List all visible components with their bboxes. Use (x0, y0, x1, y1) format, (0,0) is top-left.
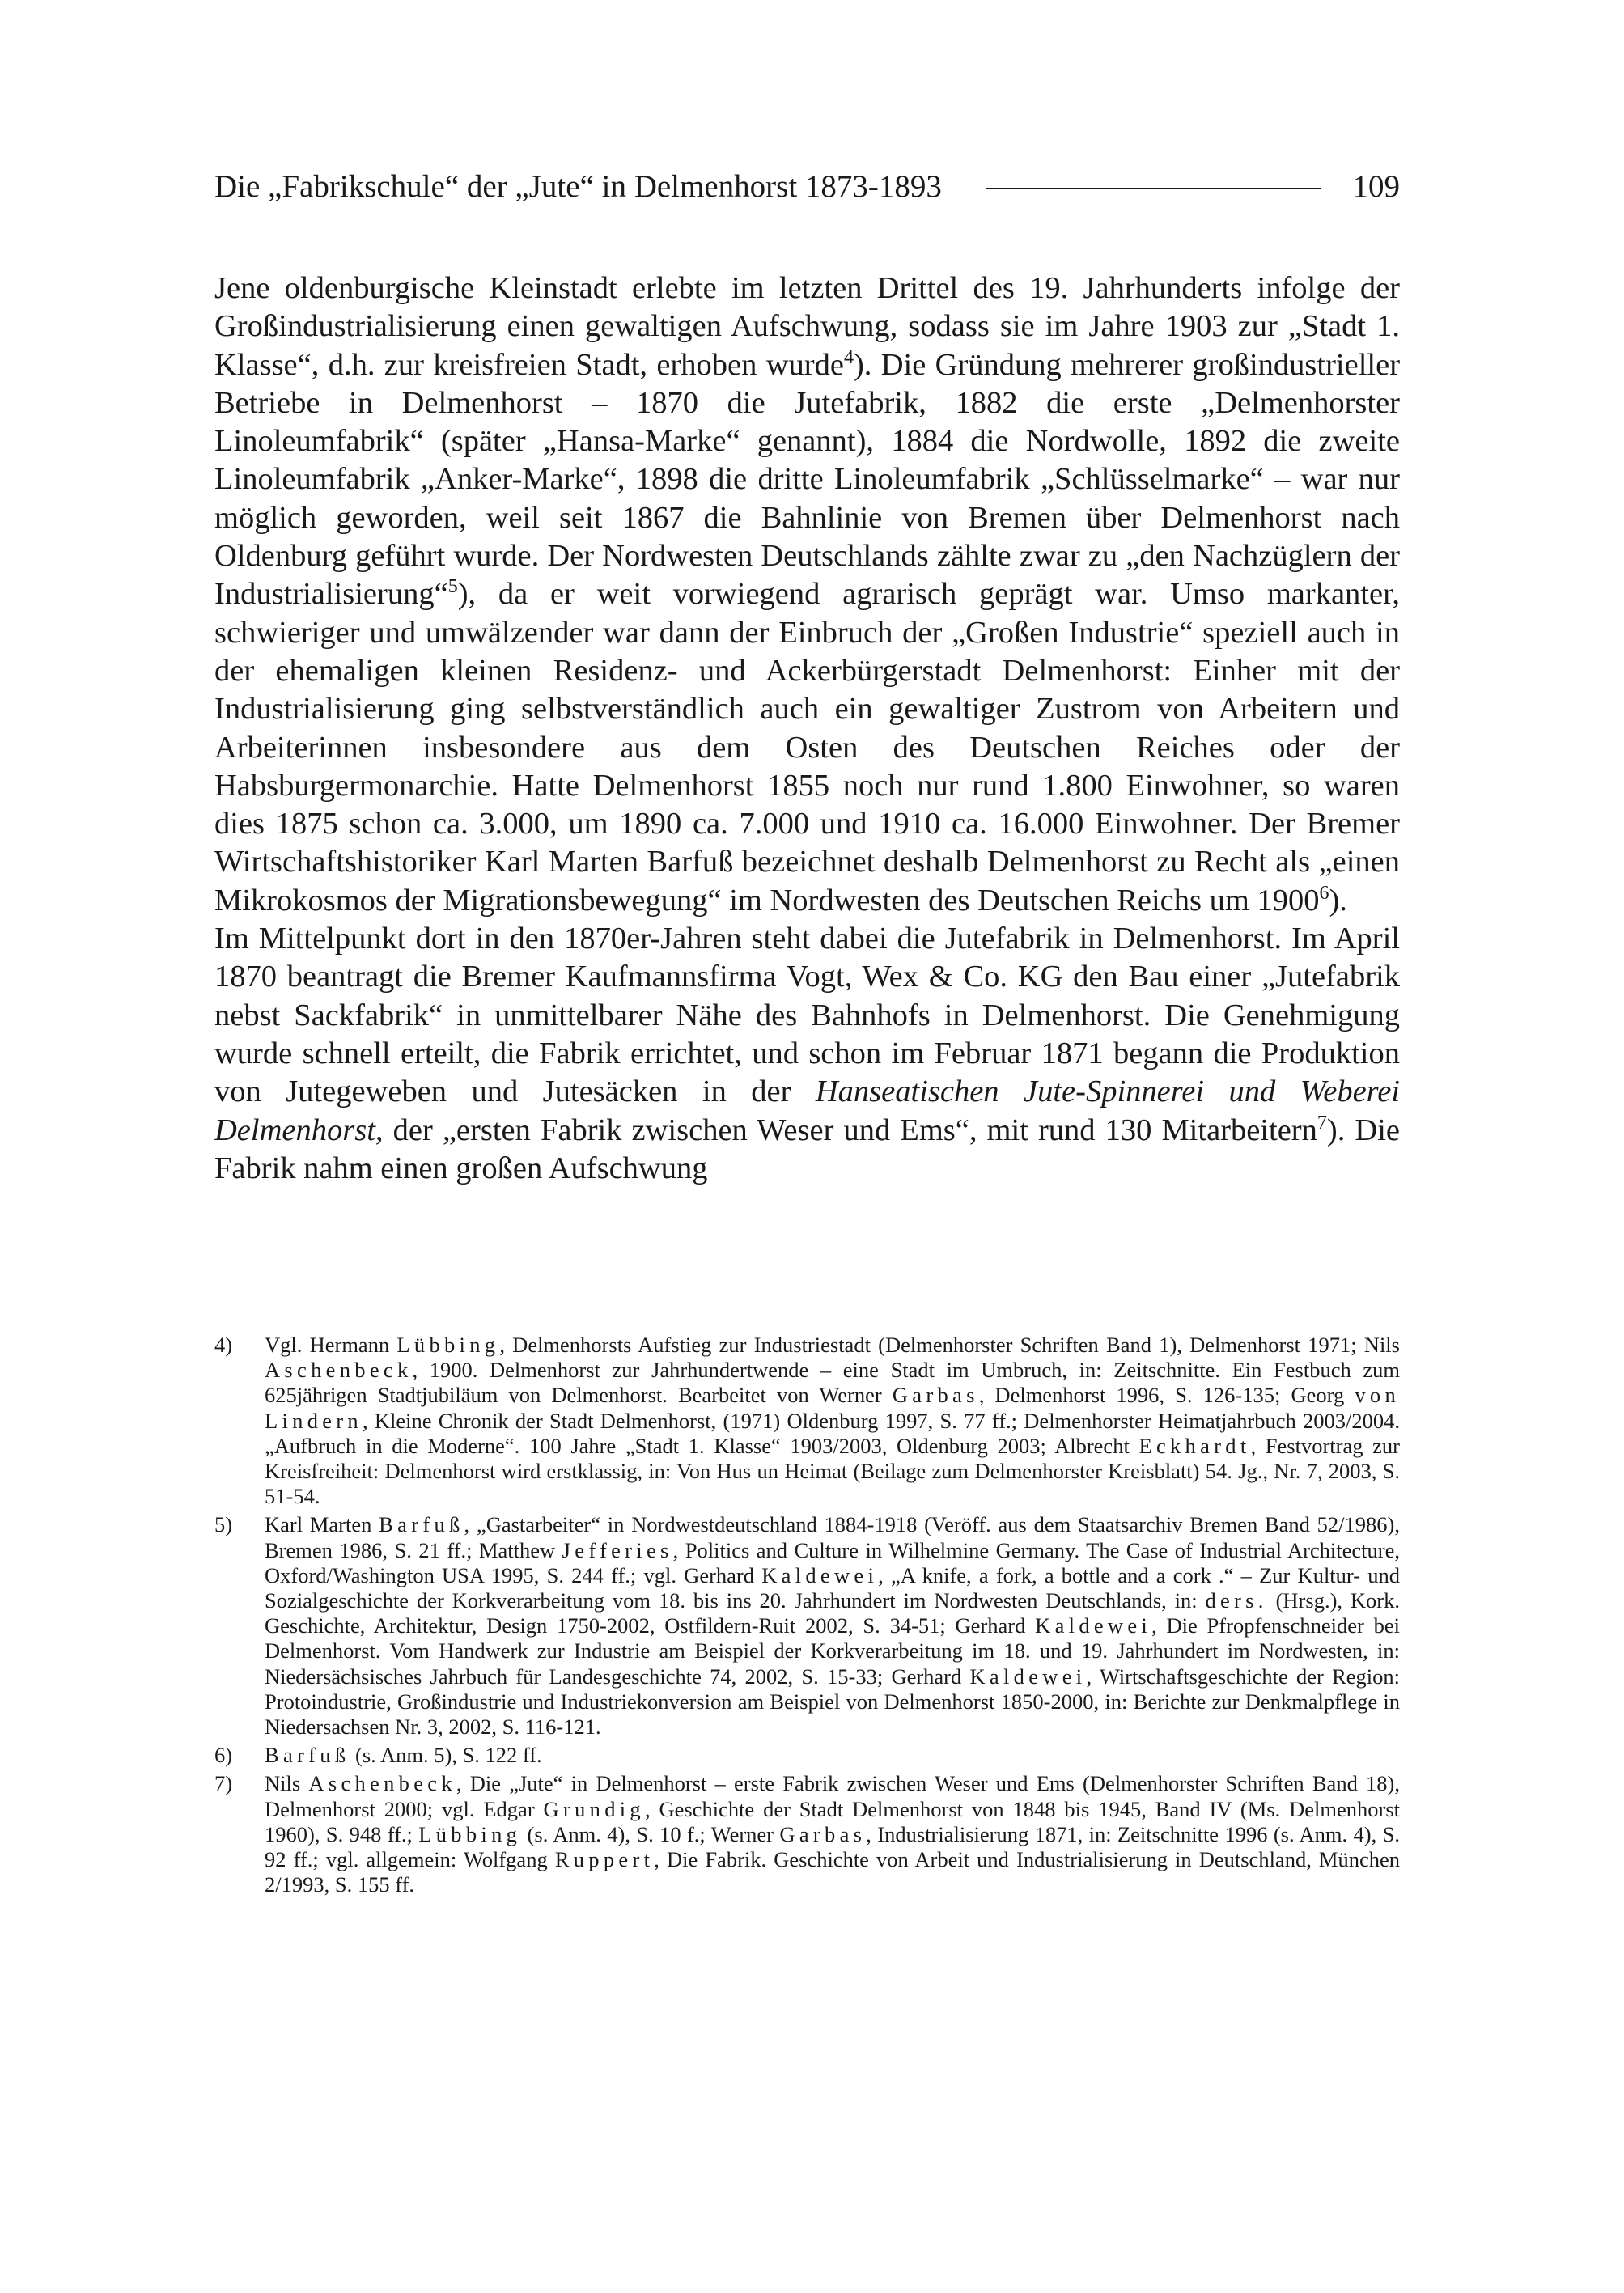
footnote-number: 6) (214, 1743, 233, 1768)
footnote-number: 4) (214, 1333, 233, 1357)
footnote-text (265, 1333, 1400, 1509)
author-name: Garbas (892, 1383, 979, 1408)
author-name: Grundig (543, 1796, 645, 1821)
fn-text-run: , Die Pfropfenschneider bei Delmenhorst. Vom Handwerk zur Industrie am Beispiel der Korkverarbeitung im 18. und 19. Jahrhundert im Nordwesten, in: Niedersächsisches Jahrbuch für Landesgeschichte 74, 2002, S. 15-33; Gerhard (265, 1613, 1400, 1689)
author-name: von Lindern (265, 1383, 1400, 1433)
footnote-text (265, 1771, 1400, 1897)
author-name: Aschenbeck (308, 1771, 456, 1796)
fn-text-run: , Politics and Culture in Wilhelmine Germany. The Case of Industrial Architecture, Oxford/Washington USA 1995, S. 244 ff.; vgl. Gerhard (265, 1537, 1401, 1587)
paragraph-1 (214, 269, 1400, 920)
footnote-4 (214, 1333, 1400, 1509)
fn-text-run: Vgl. Hermann (265, 1333, 397, 1357)
fn-text-run: (s. Anm. 4), S. 10 f.; Werner (521, 1821, 780, 1846)
fn-text-run: , Industrialisierung 1871, in: Zeitschnitte 1996 (s. Anm. 4), S. 92 ff.; vgl. allgemein: Wolfgang (265, 1821, 1400, 1872)
fn-text-run: , Die „Jute“ in Delmenhorst – erste Fabrik zwischen Weser und Ems (Delmenhorster Schriften Band 18), Delmenhorst 2000; vgl. Edgar (265, 1771, 1400, 1821)
fn-text-run: , „A knife, a fork, a bottle and a cork .“ – Zur Kultur- und Sozialgeschichte der Korkverarbeitung vom 18. bis ins 20. Jahrhundert im Nordwesten Deutschlands, in: (265, 1562, 1400, 1613)
fn-text-run: Karl Marten (265, 1512, 379, 1537)
paragraph-text: Im Mittelpunkt dort in den 1870er-Jahren steht dabei die Jutefabrik in Delmenhorst. Im April 1870 beantragt die Bremer Kaufmannsfirma Vogt, Wex & Co. KG den Bau einer „Jutefabrik nebst Sackfabrik“ in unmittelbarer Nähe des Bahnhofs in Delmenhorst. Die Genehmigung wurde schnell erteilt, die Fabrik errichtet, und schon im Februar 1871 begann die Produktion von Jutegeweben und Jutesäcken in der (214, 922, 1400, 1109)
author-name: Garbas (779, 1821, 867, 1846)
running-title: Die „Fabrikschule“ der „Jute“ in Delmenhorst 1873-1893 (214, 169, 942, 204)
footnote-ref-4: 4 (843, 346, 854, 368)
author-name: Barfuß (379, 1512, 464, 1537)
fn-text-run: , Delmenhorst 1996, S. 126-135; Georg (978, 1383, 1355, 1408)
author-name: ders. (1205, 1588, 1268, 1613)
footnotes (214, 1333, 1400, 1901)
footnote-number: 7) (214, 1771, 233, 1796)
page (214, 166, 1400, 1188)
author-name: Lübbing (418, 1821, 522, 1846)
fn-text-run: (s. Anm. 5), S. 122 ff. (350, 1743, 542, 1768)
body-text (214, 269, 1400, 1188)
page-number: 109 (1352, 169, 1400, 204)
fn-text-run: , Festvortrag zur Kreisfreiheit: Delmenhorst wird erstklassig, in: Von Hus un Heimat (Beilage zum Delmenhorster Kreisblatt) 54. Jg., Nr. 7, 2003, S. 51-54. (265, 1433, 1400, 1509)
footnote-text (265, 1743, 1400, 1768)
fn-text-run: , Wirtschaftsgeschichte der Region: Protoindustrie, Großindustrie und Industriekonversion am Beispiel von Delmenhorst 1850-2000, in: Berichte zur Denkmalpflege in Niedersachsen Nr. 3, 2002, S. 116-121. (265, 1664, 1400, 1740)
fn-text-run: Nils (265, 1771, 309, 1796)
paragraph-text: ). Die Fabrik nahm einen großen Aufschwung (214, 1113, 1400, 1185)
header-rule (986, 188, 1321, 189)
footnote-5 (214, 1512, 1400, 1740)
footnote-ref-6: 6 (1319, 882, 1329, 904)
author-name: Eckhardt (1138, 1433, 1251, 1458)
footnote-ref-7: 7 (1317, 1112, 1327, 1134)
author-name: Kaldewei (761, 1562, 879, 1587)
paragraph-2 (214, 920, 1400, 1188)
fn-text-run: , Kleine Chronik der Stadt Delmenhorst, (1971) Oldenburg 1997, S. 77 ff.; Delmenhorster Heimatjahrbuch 2003/2004. „Aufbruch in die Moderne“. 100 Jahre „Stadt 1. Klasse“ 1903/2003, Oldenburg 2003; Albrecht (265, 1408, 1400, 1458)
fn-text-run: , 1900. Delmenhorst zur Jahrhundertwende – eine Stadt im Umbruch, in: Zeitschnitte. Ein Festbuch zum 625jährigen Stadtjubiläum von Delmenhorst. Bearbeitet von Werner (265, 1358, 1400, 1408)
fn-text-run: , Die Fabrik. Geschichte von Arbeit und Industrialisierung in Deutschland, München 2/1993, S. 155 ff. (265, 1847, 1400, 1897)
author-name: Ruppert (554, 1847, 655, 1872)
author-name: Aschenbeck (265, 1358, 413, 1383)
paragraph-text: ). Die Gründung mehrerer großindustrieller Betriebe in Delmenhorst – 1870 die Jutefabrik, 1882 die erste „Delmenhorster Linoleumfabrik“ (später „Hansa-Marke“ genannt), 1884 die Nordwolle, 1892 die zweite Linoleumfabrik „Anker-Marke“, 1898 die dritte Linoleumfabrik „Schlüsselmarke“ – war nur möglich geworden, weil seit 1867 die Bahnlinie von Bremen über Delmenhorst nach Oldenburg geführt wurde. Der Nordwesten Deutschlands zählte zwar zu „den Nachzüglern der Industrialisierung“ (214, 347, 1401, 612)
author-name: Lübbing (396, 1333, 500, 1357)
footnote-number: 5) (214, 1512, 233, 1537)
footnote-6 (214, 1743, 1400, 1768)
paragraph-text: ), da er weit vorwiegend agrarisch geprägt war. Umso markanter, schwieriger und umwälzender war dann der Einbruch der „Großen Industrie“ speziell auch in der ehemaligen kleinen Residenz- und Ackerbürgerstadt Delmenhorst: Einher mit der Industrialisierung ging selbstverständlich auch ein gewaltiger Zustrom von Arbeitern und Arbeiterinnen insbesondere aus dem Osten des Deutschen Reiches oder der Habsburgermonarchie. Hatte Delmenhorst 1855 noch nur rund 1.800 Einwohner, so waren dies 1875 schon ca. 3.000, um 1890 ca. 7.000 und 1910 ca. 16.000 Einwohner. Der Bremer Wirtschaftshistoriker Karl Marten Barfuß bezeichnet deshalb Delmenhorst zu Recht als „einen Mikrokosmos der Migrationsbewegung“ im Nordwesten des Deutschen Reichs um 1900 (214, 577, 1400, 918)
fn-text-run: , Delmenhorsts Aufstieg zur Industriestadt (Delmenhorster Schriften Band 1), Delmenhorst 1971; Nils (499, 1333, 1400, 1357)
fn-text-run: (Hrsg.), Kork. Geschichte, Architektur, Design 1750-2002, Ostfildern-Ruit 2002, S. 34-51; Gerhard (265, 1588, 1400, 1638)
fn-text-run: , Geschichte der Stadt Delmenhorst von 1848 bis 1945, Band IV (Ms. Delmenhorst 1960), S. 948 ff.; (265, 1796, 1400, 1846)
author-name: Kaldewei (969, 1664, 1087, 1689)
footnote-ref-5: 5 (447, 576, 458, 598)
author-name: Jefferies (562, 1537, 673, 1562)
running-head (214, 166, 1400, 208)
author-name: Kaldewei (1035, 1613, 1152, 1638)
fn-text-run: , „Gastarbeiter“ in Nordwestdeutschland 1884-1918 (Veröff. aus dem Staatsarchiv Bremen Band 52/1986), Bremen 1986, S. 21 ff.; Matthew (265, 1512, 1400, 1562)
italic-company-name: Hanseatischen Jute-Spinnerei und Weberei Delmenhorst, (214, 1074, 1400, 1147)
footnote-text (265, 1512, 1400, 1740)
author-name: Barfuß (265, 1743, 350, 1768)
paragraph-text: Jene oldenburgische Kleinstadt erlebte im letzten Drittel des 19. Jahrhunderts infolge der Großindustrialisierung einen gewaltigen Aufschwung, sodass sie im Jahre 1903 zur „Stadt 1. Klasse“, d.h. zur kreisfreien Stadt, erhoben wurde (214, 271, 1400, 382)
paragraph-text: ). (1329, 883, 1347, 918)
paragraph-text: der „ersten Fabrik zwischen Weser und Ems“, mit rund 130 Mitarbeitern (383, 1113, 1317, 1147)
footnote-7 (214, 1771, 1400, 1897)
